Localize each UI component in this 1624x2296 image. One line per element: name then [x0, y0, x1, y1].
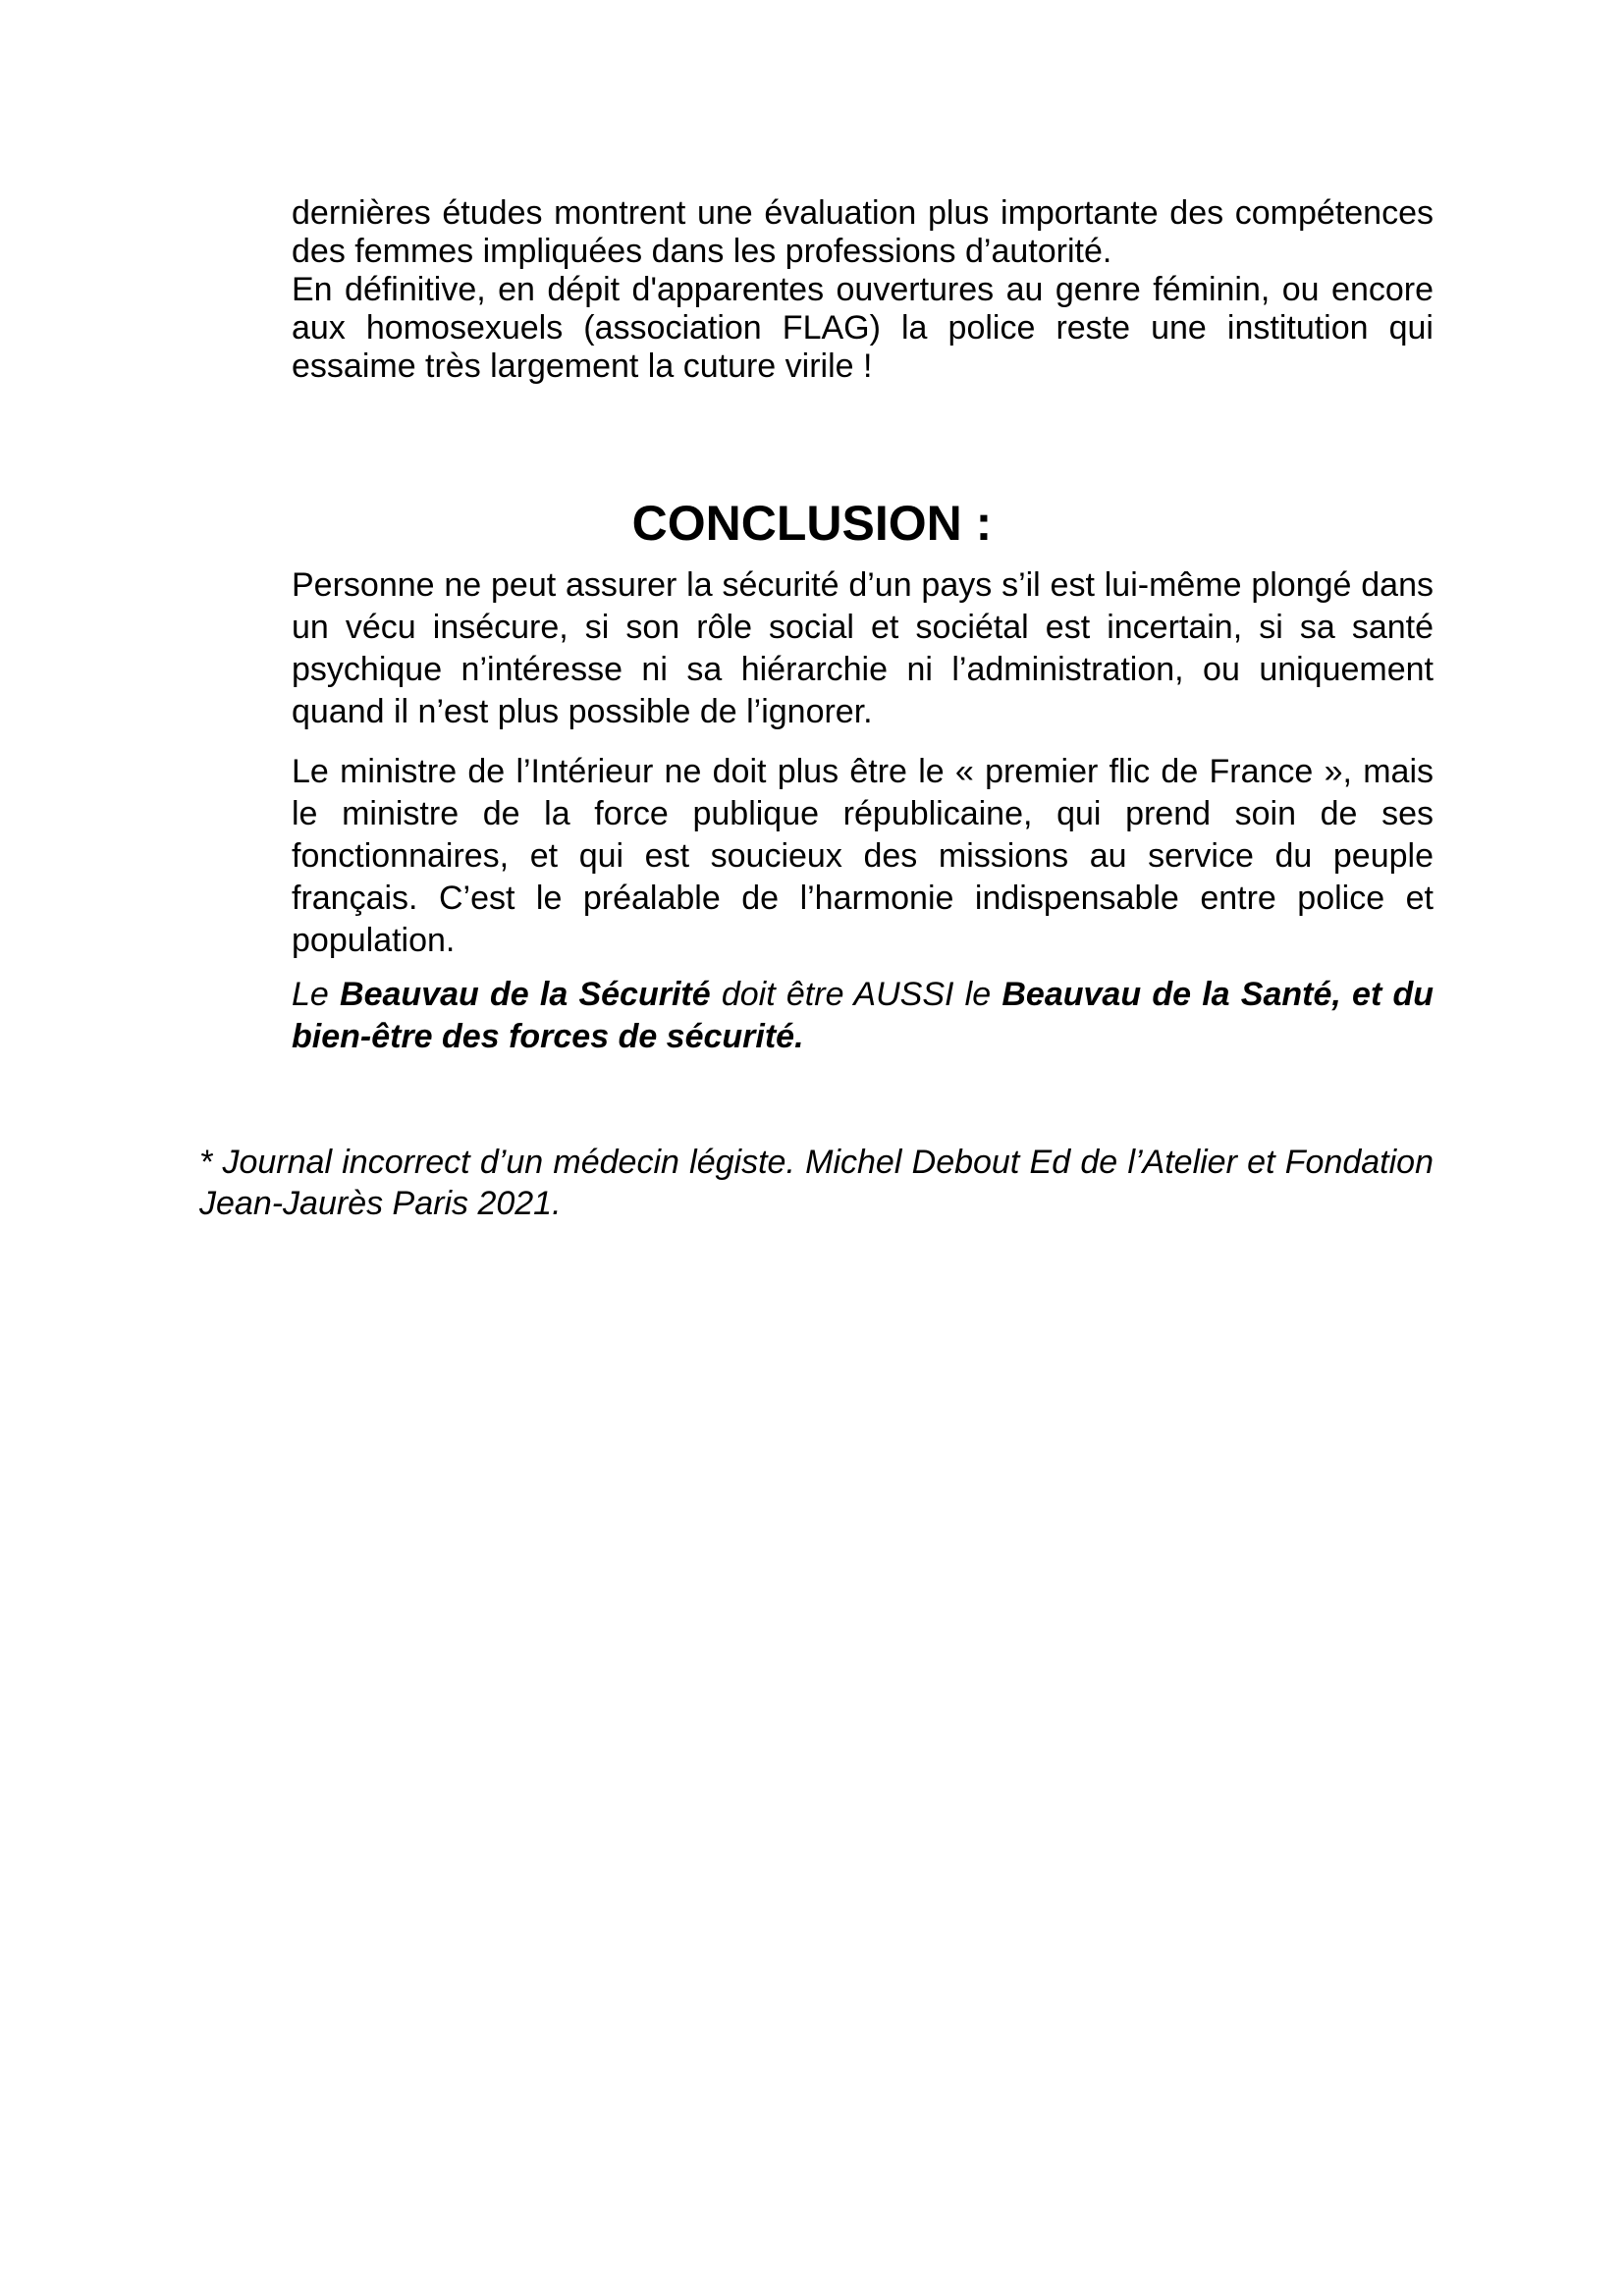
emphasis-run-bold-2: Beauvau de la Santé, et du bien-être des forces de sécurité. [292, 976, 1435, 1055]
conclusion-heading: CONCLUSION : [631, 496, 993, 551]
intro-paragraph-1: dernières études montrent une évaluation plus importante des compétences des femmes impliquées dans les professions d’autorité. [292, 194, 1434, 270]
emphasis-run-plain-2: doit être AUSSI le [710, 976, 1002, 1013]
conclusion-paragraph-2: Le ministre de l’Intérieur ne doit plus être le « premier flic de France », mais le ministre de la force publique républicaine, qui prend soin de ses fonctionnaires, et qui est soucieux des missions au service du peuple français. C’est le préalable de l’harmonie indispensable entre police et population. [292, 753, 1434, 959]
intro-paragraph-2: En définitive, en dépit d'apparentes ouvertures au genre féminin, ou encore aux homosexuels (association FLAG) la police reste une institution qui essaime très largement la cuture virile ! [292, 271, 1434, 385]
footnote: * Journal incorrect d’un médecin légiste. Michel Debout Ed de l’Atelier et Fondation Jean-Jaurès Paris 2021. [199, 1144, 1434, 1222]
emphasis-run-plain-1: Le [292, 976, 341, 1013]
emphasis-run-bold-1: Beauvau de la Sécurité [340, 976, 711, 1013]
conclusion-paragraph-1: Personne ne peut assurer la sécurité d’un pays s’il est lui-même plongé dans un vécu insécure, si son rôle social et sociétal est incertain, si sa santé psychique n’intéresse ni sa hiérarchie ni l’administration, ou uniquement quand il n’est plus possible de l’ignorer. [292, 566, 1434, 730]
conclusion-emphasis-paragraph [292, 974, 1434, 1058]
